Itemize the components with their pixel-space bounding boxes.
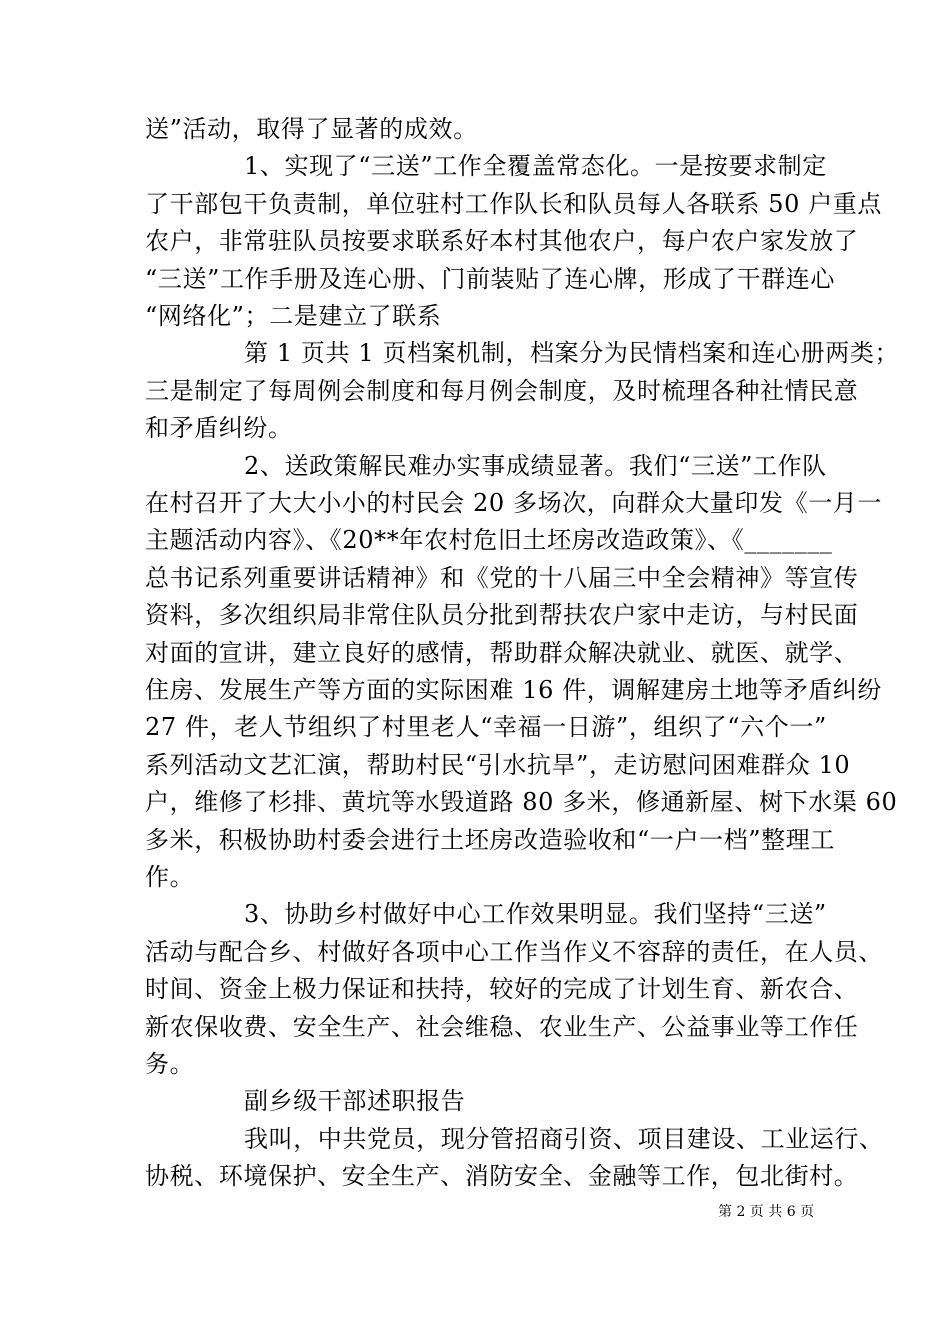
text-line: 1、实现了“三送”工作全覆盖常态化。一是按要求制定 [244, 152, 827, 181]
text-line: 我叫，中共党员，现分管招商引资、项目建设、工业运行、 [244, 1124, 884, 1153]
text-line: 和矛盾纠纷。 [145, 414, 293, 443]
text-line: 新农保收费、安全生产、社会维稳、农业生产、公益事业等工作任 [145, 1012, 859, 1041]
text-line: 在村召开了大大小小的村民会 20 多场次，向群众大量印发《一月一 [145, 489, 882, 517]
text-line: 时间、资金上极力保证和扶持，较好的完成了计划生育、新农合、 [145, 975, 859, 1004]
text-line: 3、协助乡村做好中心工作效果明显。我们坚持“三送” [244, 900, 827, 929]
text-line: 了干部包干负责制，单位驻村工作队长和队员每人各联系 50 户重点 [145, 189, 882, 218]
text-line: “三送”工作手册及连心册、门前装贴了连心牌，形成了干群连心 [145, 264, 835, 293]
text-line: 主题活动内容》、《20**年农村危旧土坯房改造政策》、《_______ [145, 526, 833, 555]
page-number-footer: 第 2 页 共 6 页 [718, 1204, 815, 1220]
text-line: 户，维修了杉排、黄坑等水毁道路 80 多米，修通新屋、树下水渠 60 [145, 788, 898, 817]
text-line: 活动与配合乡、村做好各项中心工作当作义不容辞的责任，在人员、 [145, 937, 883, 966]
text-line: 资料，多次组织局非常住队员分批到帮扶农户家中走访，与村民面 [145, 601, 859, 630]
text-line: 总书记系列重要讲话精神》和《党的十八届三中全会精神》等宣传 [145, 563, 859, 592]
text-line: 27 件，老人节组织了村里老人“幸福一日游”，组织了“六个一” [145, 713, 827, 742]
text-line: 农户，非常驻队员按要求联系好本村其他农户，每户农户家发放了 [145, 227, 859, 256]
text-line: 作。 [145, 863, 195, 891]
text-line: 第 1 页共 1 页档案机制，档案分为民情档案和连心册两类； [244, 339, 900, 368]
text-line: 务。 [145, 1050, 195, 1078]
text-line: 协税、环境保护、安全生产、消防安全、金融等工作，包北街村。 [145, 1162, 859, 1191]
text-line: 多米，积极协助村委会进行土坯房改造验收和“一户一档”整理工 [145, 825, 835, 854]
text-line: 对面的宣讲，建立良好的感情，帮助群众解决就业、就医、就学、 [145, 638, 859, 667]
text-line: 三是制定了每周例会制度和每月例会制度，及时梳理各种社情民意 [145, 376, 859, 405]
text-line: 系列活动文艺汇演，帮助村民“引水抗旱”，走访慰问困难群众 10 [145, 750, 851, 779]
section-heading: 副乡级干部述职报告 [244, 1087, 466, 1116]
text-line: “网络化”；二是建立了联系 [145, 302, 442, 330]
text-line: 2、送政策解民难办实事成绩显著。我们“三送”工作队 [244, 451, 827, 480]
text-line: 住房、发展生产等方面的实际困难 16 件，调解建房土地等矛盾纠纷 [145, 676, 882, 704]
text-line: 送”活动，取得了显著的成效。 [145, 115, 478, 143]
